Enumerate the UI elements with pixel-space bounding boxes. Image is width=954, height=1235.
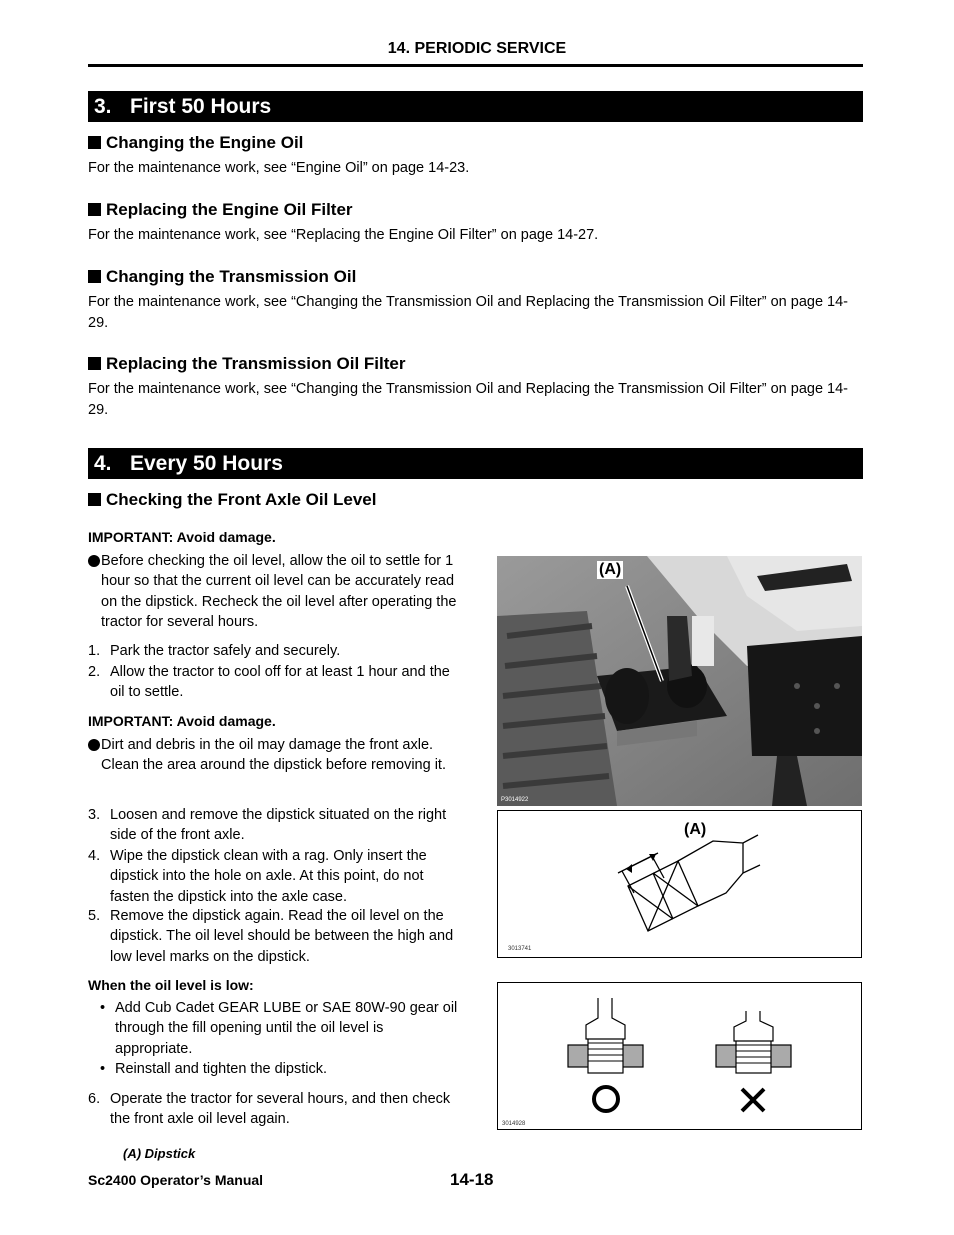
square-bullet-icon	[88, 136, 101, 149]
section-3-title-bar	[88, 91, 863, 122]
incorrect-cross-icon	[742, 1089, 764, 1111]
dipstick-photo-illustration	[497, 556, 862, 806]
text-changing-transmission-oil: For the maintenance work, see “Changing the Transmission Oil and Replacing the Transmission Oil Filter” on page 14-29.	[88, 294, 849, 331]
step-2: 2. Allow the tractor to cool off for at least 1 hour and the oil to settle.	[88, 664, 450, 701]
section-4-number: 4.	[94, 452, 112, 475]
bullet-oil-settle: Before checking the oil level, allow the oil to settle for 1 hour so that the current oil level can be accurately read on the dipstick. Recheck the oil level after operating the tractor for several hours.	[88, 551, 458, 632]
correct-circle-icon	[594, 1087, 618, 1111]
bullet-dot-icon	[88, 739, 100, 751]
square-bullet-icon	[88, 493, 101, 506]
dipstick-photo	[497, 556, 862, 806]
section-3-number: 3.	[94, 95, 112, 118]
step-1: 1. Park the tractor safely and securely.	[88, 643, 341, 659]
step-5: 5. Remove the dipstick again. Read the oil level on the dipstick. The oil level should be between the high and low level marks on the dipstick.	[88, 908, 454, 965]
photo-code: P3014922	[501, 797, 529, 803]
important-notice-2: IMPORTANT: Avoid damage.	[88, 713, 276, 729]
photo-label-a: (A)	[599, 561, 622, 578]
footer-page-number: 14-18	[450, 1170, 494, 1189]
drawing-label-a: (A)	[684, 821, 707, 838]
square-bullet-icon	[88, 357, 101, 370]
running-head: 14. PERIODIC SERVICE	[387, 40, 567, 57]
section-3-title: First 50 Hours	[130, 95, 272, 118]
heading-replacing-transmission-oil-filter: Replacing the Transmission Oil Filter	[88, 354, 405, 374]
step-6: 6. Operate the tractor for several hours, and then check the front axle oil level again.	[88, 1091, 451, 1128]
heading-changing-engine-oil: Changing the Engine Oil	[88, 133, 303, 153]
oil-level-diagram	[497, 982, 862, 1130]
dipstick-line-drawing	[498, 811, 861, 957]
text-replacing-transmission-oil-filter: For the maintenance work, see “Changing the Transmission Oil and Replacing the Transmission Oil Filter” on page 14-29.	[88, 381, 849, 418]
text-changing-engine-oil: For the maintenance work, see “Engine Oil” on page 14-23.	[88, 160, 470, 176]
important-notice-1: IMPORTANT: Avoid damage.	[88, 529, 276, 545]
figure-caption: (A) Dipstick	[123, 1146, 196, 1161]
bullet-dot-icon	[88, 555, 100, 567]
dipstick-drawing	[497, 810, 862, 958]
low-oil-item-1: • Add Cub Cadet GEAR LUBE or SAE 80W-90 gear oil through the fill opening until the oil level is appropriate.	[100, 1000, 458, 1057]
oil-level-comparison	[498, 983, 861, 1129]
section-4-title: Every 50 Hours	[130, 452, 283, 475]
drawing-code: 3013741	[508, 946, 532, 952]
low-oil-heading: When the oil level is low:	[88, 977, 254, 993]
section-4-title-bar	[88, 448, 863, 479]
header-rule	[88, 64, 863, 67]
heading-checking-front-axle-oil: Checking the Front Axle Oil Level	[88, 490, 376, 510]
square-bullet-icon	[88, 203, 101, 216]
correct-level-figure	[568, 998, 643, 1073]
step-4: 4. Wipe the dipstick clean with a rag. Only insert the dipstick into the hole on axle. At this point, do not fasten the dipstick into the axle case.	[88, 848, 427, 905]
incorrect-level-figure	[716, 1011, 791, 1073]
low-oil-item-2: • Reinstall and tighten the dipstick.	[100, 1061, 327, 1077]
heading-replacing-engine-oil-filter: Replacing the Engine Oil Filter	[88, 200, 353, 220]
square-bullet-icon	[88, 270, 101, 283]
bullet-dirt-debris: Dirt and debris in the oil may damage the front axle. Clean the area around the dipstick before removing it.	[88, 735, 458, 776]
text-replacing-engine-oil-filter: For the maintenance work, see “Replacing the Engine Oil Filter” on page 14-27.	[88, 227, 599, 243]
heading-changing-transmission-oil: Changing the Transmission Oil	[88, 267, 356, 287]
step-3: 3. Loosen and remove the dipstick situated on the right side of the front axle.	[88, 807, 447, 844]
footer-manual-title: Sc2400 Operator’s Manual	[88, 1172, 264, 1188]
levels-code: 3014928	[502, 1121, 526, 1127]
